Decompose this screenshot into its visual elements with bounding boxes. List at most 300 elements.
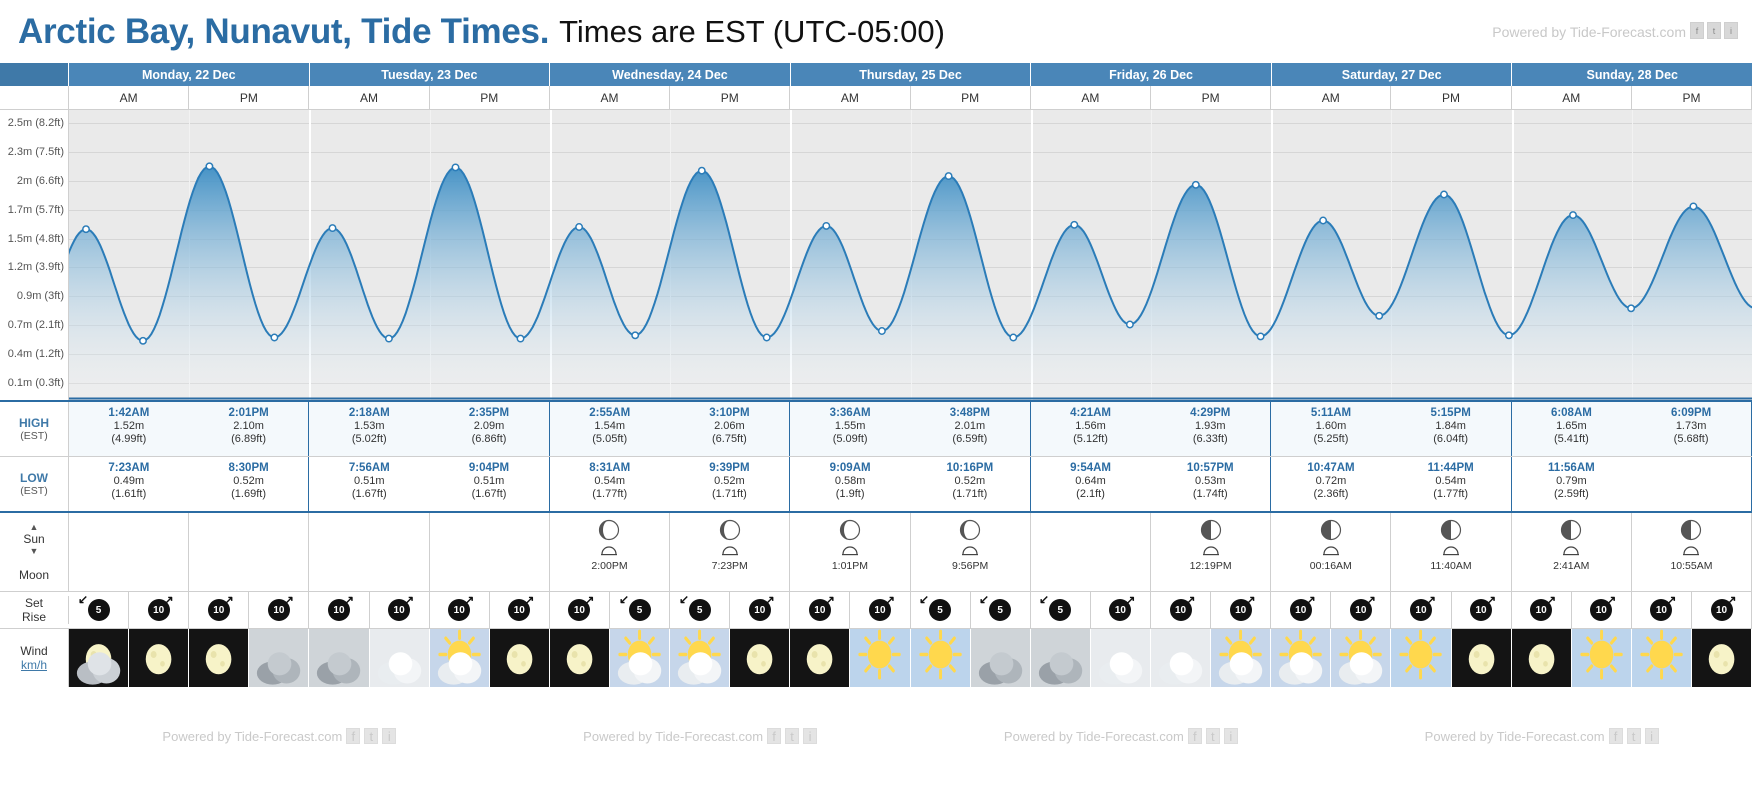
moonrise-icon: [600, 544, 618, 560]
sky-cell-1: [129, 629, 189, 687]
header-share-icons[interactable]: [1690, 22, 1738, 39]
tide-chart-y-axis: [0, 110, 69, 400]
moon-phase-icon: [598, 519, 620, 541]
day-header-5[interactable]: Saturday, 27 Dec: [1272, 63, 1513, 86]
high-tide-height-ft-1: (6.89ft): [231, 433, 266, 445]
tide-point-high-6[interactable]: [452, 164, 458, 170]
night-clear-icon: [1692, 629, 1751, 687]
high-tide-row: [0, 402, 1752, 456]
high-tide-time-2: 2:18AM: [348, 407, 390, 419]
low-tide-day-3: [790, 457, 1030, 511]
high-tide-cell-11: [1391, 402, 1511, 456]
moon-time-9: 12:19PM: [1189, 560, 1232, 572]
moon-time-4: 2:00PM: [591, 560, 628, 572]
wind-cell-26: [1632, 592, 1692, 628]
ampm-cell-3-pm: PM: [911, 86, 1031, 109]
person-icon[interactable]: i: [1645, 728, 1659, 744]
high-tide-day-2: [550, 402, 790, 456]
twitter-icon[interactable]: t: [1707, 22, 1721, 39]
sky-cell-24: [1512, 629, 1572, 687]
tide-point-high-18[interactable]: [1193, 182, 1199, 188]
moon-cell-10: [1271, 513, 1391, 591]
sky-cell-16: [1031, 629, 1091, 687]
tide-point-low-21[interactable]: [1376, 313, 1382, 319]
tide-point-low-1[interactable]: [140, 338, 146, 344]
wind-direction-arrow-icon: ↗: [979, 593, 990, 607]
wind-row: [0, 592, 1752, 628]
tide-point-high-10[interactable]: [699, 168, 705, 174]
wind-speed-badge: 10 ↗: [268, 599, 290, 621]
wind-speed-badge: 10 ↗: [1109, 599, 1131, 621]
night-clear-icon: [730, 629, 789, 687]
low-tide-height-ft-5: (1.71ft): [711, 488, 747, 500]
low-tide-height-ft-2: (1.67ft): [351, 488, 387, 500]
overcast-icon: [309, 629, 368, 687]
high-tide-height-m-12: 1.65m: [1556, 420, 1587, 432]
sky-cell-26: [1632, 629, 1692, 687]
tide-chart: [0, 110, 1752, 400]
y-axis-label-8: 0.4m (1.2ft): [7, 348, 64, 361]
sky-cell-17: [1091, 629, 1151, 687]
high-tide-height-ft-5: (6.75ft): [711, 433, 747, 445]
wind-cell-24: [1512, 592, 1572, 628]
tide-point-low-13[interactable]: [879, 328, 885, 334]
low-tide-height-ft-8: (2.1ft): [1076, 488, 1105, 500]
low-tide-height-m-5: 0.52m: [714, 475, 745, 487]
low-tide-cell-7: [910, 457, 1030, 511]
wind-speed-badge: 10 ↗: [1711, 599, 1733, 621]
sky-row: [0, 629, 1752, 687]
moon-time-5: 7:23PM: [711, 560, 748, 572]
person-icon[interactable]: i: [382, 728, 396, 744]
wind-cell-9: [610, 592, 670, 628]
sky-cell-13: [850, 629, 910, 687]
facebook-icon[interactable]: f: [1188, 728, 1202, 744]
high-tide-day-3: [790, 402, 1030, 456]
low-tide-height-m-8: 0.64m: [1075, 475, 1106, 487]
sunny-icon: [1391, 629, 1450, 687]
wind-direction-arrow-icon: ↗: [404, 593, 415, 607]
wind-direction-arrow-icon: ↗: [824, 593, 835, 607]
tide-point-low-17[interactable]: [1127, 321, 1133, 327]
high-tide-cell-13: [1631, 402, 1751, 456]
high-tide-height-m-1: 2.10m: [233, 420, 264, 432]
night-cloud-icon: [69, 629, 128, 687]
wind-speed-badge: 5 ↗: [1049, 599, 1071, 621]
tide-curve-svg: [69, 110, 1752, 400]
high-tide-cell-8: [1031, 402, 1151, 456]
high-tide-height-ft-13: (5.68ft): [1673, 433, 1709, 445]
high-tide-height-ft-8: (5.12ft): [1073, 433, 1108, 445]
wind-speed-badge: 10 ↗: [1590, 599, 1612, 621]
high-tide-time-1: 2:01PM: [228, 407, 269, 419]
high-tide-cell-6: [790, 402, 910, 456]
high-tide-day-0: [69, 402, 309, 456]
wind-unit-link[interactable]: km/h: [20, 658, 47, 672]
tide-point-high-16[interactable]: [1071, 222, 1077, 228]
high-tide-height-ft-7: (6.59ft): [952, 433, 988, 445]
twitter-icon[interactable]: t: [1627, 728, 1641, 744]
ampm-corner: [0, 86, 69, 109]
wind-cell-3: [249, 592, 309, 628]
y-axis-label-4: 1.5m (4.8ft): [7, 232, 64, 245]
low-tide-height-ft-7: (1.71ft): [952, 488, 988, 500]
high-tide-time-11: 5:15PM: [1430, 407, 1471, 419]
sun-cloud-icon: [670, 629, 729, 687]
tide-point-high-12[interactable]: [823, 223, 829, 229]
sky-cell-12: [790, 629, 850, 687]
wind-cell-17: [1091, 592, 1151, 628]
moon-time-6: 1:01PM: [831, 560, 869, 572]
ampm-cell-0-pm: PM: [189, 86, 309, 109]
day-header-4[interactable]: Friday, 26 Dec: [1031, 63, 1272, 86]
high-tide-height-m-10: 1.60m: [1315, 420, 1347, 432]
sky-cell-11: [730, 629, 790, 687]
tide-point-low-7[interactable]: [517, 335, 523, 341]
moonrise-icon: [1682, 544, 1700, 560]
high-tide-cell-2: [309, 402, 429, 456]
facebook-icon[interactable]: f: [1690, 22, 1704, 39]
cloudy-icon: [1091, 629, 1150, 687]
low-tide-cell-4: [550, 457, 670, 511]
moon-cell-11: [1391, 513, 1511, 591]
low-tide-cell-10: [1271, 457, 1391, 511]
sunny-icon: [850, 629, 909, 687]
wind-direction-arrow-icon: ↗: [1726, 593, 1737, 607]
night-clear-icon: [790, 629, 849, 687]
low-tide-height-m-12: 0.79m: [1556, 475, 1587, 487]
moon-phase-icon: [1680, 519, 1702, 541]
low-tide-day-2: [550, 457, 790, 511]
tide-point-high-22[interactable]: [1441, 191, 1447, 197]
wind-cell-13: [850, 592, 910, 628]
moonrise-icon: [1562, 544, 1580, 560]
page-header: [0, 0, 1752, 63]
person-icon[interactable]: i: [1224, 728, 1238, 744]
wind-direction-arrow-icon: ↗: [464, 593, 475, 607]
sun-cloud-icon: [430, 629, 489, 687]
low-tide-cell-9: [1150, 457, 1270, 511]
facebook-icon[interactable]: f: [767, 728, 781, 744]
ampm-cell-2-am: AM: [550, 86, 670, 109]
wind-speed-badge: 10 ↗: [869, 599, 891, 621]
low-tide-cell-6: [790, 457, 910, 511]
tide-point-high-2[interactable]: [206, 163, 212, 169]
sky-cell-10: [670, 629, 730, 687]
high-tide-day-1: [309, 402, 549, 456]
moon-cell-5: [670, 513, 790, 591]
ampm-cell-5-pm: PM: [1391, 86, 1511, 109]
high-tide-cell-1: [189, 402, 309, 456]
day-header-6[interactable]: Sunday, 28 Dec: [1512, 63, 1752, 86]
tide-area: [69, 166, 1752, 400]
footer-watermark-0: [69, 724, 490, 748]
y-axis-label-5: 1.2m (3.9ft): [7, 261, 64, 274]
wind-direction-arrow-icon: ↗: [884, 593, 896, 607]
wind-speed-badge: 5 ↗: [88, 599, 110, 621]
wind-speed-badge: 10 ↗: [208, 599, 230, 621]
high-tide-time-12: 6:08AM: [1550, 407, 1592, 419]
wind-direction-arrow-icon: ↗: [1425, 593, 1437, 607]
footer-powered-by-label: Powered by Tide-Forecast.com: [1424, 728, 1605, 744]
ampm-cell-6-pm: PM: [1632, 86, 1752, 109]
low-tide-height-ft-12: (2.59ft): [1553, 488, 1589, 500]
wind-speed-badge: 10 ↗: [508, 599, 530, 621]
night-clear-icon: [129, 629, 188, 687]
sky-cell-6: [430, 629, 490, 687]
low-tide-height-m-1: 0.52m: [233, 475, 264, 487]
tide-point-low-5[interactable]: [386, 335, 392, 341]
wind-speed-badge: 10 ↗: [1470, 599, 1492, 621]
tide-point-high-8[interactable]: [576, 224, 582, 230]
moon-cell-1: [189, 513, 309, 591]
wind-speed-badge: 5 ↗: [929, 599, 951, 621]
day-header-3[interactable]: Thursday, 25 Dec: [791, 63, 1032, 86]
powered-by-label: Powered by Tide-Forecast.com: [1492, 24, 1686, 40]
high-tide-cell-9: [1150, 402, 1270, 456]
wind-direction-arrow-icon: ↗: [1546, 593, 1557, 607]
high-tide-height-ft-11: (6.04ft): [1433, 433, 1469, 445]
wind-direction-arrow-icon: ↗: [343, 593, 355, 607]
person-icon[interactable]: i: [1724, 22, 1738, 39]
moon-time-13: 10:55AM: [1670, 560, 1713, 572]
wind-speed-badge: 10 ↗: [809, 599, 831, 621]
low-tide-label: LOW (EST): [0, 457, 69, 511]
moon-time-11: 11:40AM: [1430, 560, 1472, 572]
high-tide-height-m-0: 1.52m: [113, 420, 145, 432]
high-tide-time-13: 6:09PM: [1670, 407, 1712, 419]
wind-speed-badge: 10 ↗: [1170, 599, 1192, 621]
wind-direction-arrow-icon: ↗: [1365, 593, 1376, 607]
tide-point-low-25[interactable]: [1628, 305, 1634, 311]
facebook-icon[interactable]: f: [346, 728, 360, 744]
day-header-1[interactable]: Tuesday, 23 Dec: [310, 63, 551, 86]
high-tide-height-m-4: 1.54m: [594, 420, 625, 432]
high-tide-cell-7: [910, 402, 1030, 456]
sun-up-arrow-icon: ▲: [29, 522, 39, 532]
sky-cell-18: [1151, 629, 1211, 687]
tide-point-low-3[interactable]: [271, 334, 277, 340]
wind-speed-badge: 10 ↗: [328, 599, 350, 621]
moonrise-icon: [961, 544, 979, 560]
low-tide-height-ft-10: (2.36ft): [1313, 488, 1349, 500]
high-tide-height-ft-3: (6.86ft): [471, 433, 507, 445]
set-rise-label: Set Rise: [0, 596, 69, 624]
twitter-icon[interactable]: t: [785, 728, 799, 744]
wind-speed-badge: 10 ↗: [388, 599, 410, 621]
moon-phase-icon: [1560, 519, 1582, 541]
low-tide-cell-13: [1631, 457, 1751, 511]
high-tide-time-9: 4:29PM: [1190, 407, 1231, 419]
high-tide-height-m-3: 2.09m: [473, 420, 505, 432]
high-tide-height-ft-4: (5.05ft): [592, 433, 628, 445]
tide-point-low-9[interactable]: [632, 332, 638, 338]
wind-direction-arrow-icon: ↗: [163, 593, 174, 607]
low-tide-height-ft-3: (1.67ft): [471, 488, 507, 500]
wind-speed-badge: 10 ↗: [448, 599, 470, 621]
moonrise-icon: [841, 544, 859, 560]
footer-watermark-3: [1331, 724, 1752, 748]
sky-cell-3: [249, 629, 309, 687]
wind-direction-arrow-icon: ↗: [919, 593, 930, 607]
tide-point-low-23[interactable]: [1506, 332, 1512, 338]
y-axis-label-0: 2.5m (8.2ft): [7, 117, 64, 129]
wind-direction-arrow-icon: ↗: [283, 593, 294, 607]
wind-speed-badge: 10 ↗: [1350, 599, 1372, 621]
y-axis-label-9: 0.1m (0.3ft): [7, 377, 64, 389]
y-axis-label-1: 2.3m (7.5ft): [7, 145, 64, 158]
wind-cell-12: [790, 592, 850, 628]
low-tide-height-ft-4: (1.77ft): [592, 488, 628, 500]
day-header-0[interactable]: Monday, 22 Dec: [69, 63, 310, 86]
low-tide-day-1: [309, 457, 549, 511]
cloudy-icon: [1151, 629, 1210, 687]
wind-cell-19: [1211, 592, 1271, 628]
moon-cell-4: [550, 513, 670, 591]
moon-phase-icon: [959, 519, 981, 541]
tide-point-high-4[interactable]: [329, 225, 335, 231]
high-tide-time-6: 3:36AM: [829, 407, 871, 419]
y-axis-label-7: 0.7m (2.1ft): [7, 319, 64, 332]
wind-speed-badge: 10 ↗: [1530, 599, 1552, 621]
high-tide-time-7: 3:48PM: [949, 407, 990, 419]
y-axis-label-3: 1.7m (5.7ft): [7, 203, 64, 216]
low-tide-height-m-11: 0.54m: [1435, 475, 1466, 487]
high-tide-time-5: 3:10PM: [709, 407, 750, 419]
low-tide-time-12: 11:56AM: [1548, 462, 1595, 474]
twitter-icon[interactable]: t: [364, 728, 378, 744]
wind-cell-11: [730, 592, 790, 628]
tide-point-high-26[interactable]: [1690, 203, 1696, 209]
low-tide-height-m-2: 0.51m: [353, 475, 385, 487]
low-tide-height-ft-11: (1.77ft): [1433, 488, 1469, 500]
sunny-icon: [1632, 629, 1691, 687]
low-tide-day-0: [69, 457, 309, 511]
sky-cell-21: [1331, 629, 1391, 687]
low-tide-time-9: 10:57PM: [1186, 462, 1234, 474]
low-tide-cell-8: [1031, 457, 1151, 511]
low-tide-height-ft-6: (1.9ft): [835, 488, 865, 500]
wind-cell-6: [430, 592, 490, 628]
wind-direction-arrow-icon: ↗: [77, 593, 88, 607]
wind-cell-23: [1452, 592, 1512, 628]
high-tide-day-5: [1271, 402, 1511, 456]
high-tide-height-ft-10: (5.25ft): [1313, 433, 1349, 445]
tide-point-low-11[interactable]: [764, 334, 770, 340]
low-tide-time-4: 8:31AM: [589, 462, 631, 474]
wind-speed-badge: 5 ↗: [629, 599, 651, 621]
tide-point-high-14[interactable]: [945, 173, 951, 179]
sky-cell-2: [189, 629, 249, 687]
high-tide-height-ft-6: (5.09ft): [832, 433, 868, 445]
low-tide-height-m-6: 0.58m: [834, 475, 866, 487]
ampm-cell-5-am: AM: [1271, 86, 1391, 109]
low-tide-height-m-4: 0.54m: [594, 475, 625, 487]
sun-cloud-icon: [1271, 629, 1330, 687]
wind-speed-badge: 10 ↗: [568, 599, 590, 621]
tide-point-high-0[interactable]: [83, 226, 89, 232]
high-tide-label: HIGH (EST): [0, 402, 69, 456]
overcast-icon: [249, 629, 308, 687]
moon-phase-icon: [1320, 519, 1342, 541]
low-tide-row: [0, 457, 1752, 511]
high-tide-height-m-7: 2.01m: [954, 420, 986, 432]
high-tide-height-m-8: 1.56m: [1075, 420, 1106, 432]
moon-cell-3: [430, 513, 550, 591]
wind-cell-21: [1331, 592, 1391, 628]
day-header-2[interactable]: Wednesday, 24 Dec: [550, 63, 791, 86]
sky-cell-5: [370, 629, 430, 687]
tide-point-high-24[interactable]: [1570, 212, 1576, 218]
wind-direction-arrow-icon: ↗: [1305, 593, 1316, 607]
high-tide-cell-3: [429, 402, 549, 456]
moon-cell-6: [790, 513, 910, 591]
high-tide-height-ft-2: (5.02ft): [351, 433, 387, 445]
high-tide-height-m-5: 2.06m: [714, 420, 745, 432]
moon-phase-icon: [719, 519, 741, 541]
low-tide-height-ft-1: (1.69ft): [231, 488, 266, 500]
moon-time-7: 9:56PM: [952, 560, 989, 572]
wind-direction-arrow-icon: ↗: [1125, 593, 1136, 607]
sunny-icon: [1572, 629, 1631, 687]
low-tide-time-5: 9:39PM: [709, 462, 750, 474]
footer-powered-by-label: Powered by Tide-Forecast.com: [583, 728, 764, 744]
footer-watermark-1: [490, 724, 911, 748]
facebook-icon[interactable]: f: [1609, 728, 1623, 744]
sun-cloud-icon: [1211, 629, 1270, 687]
daybar-corner: [0, 63, 69, 86]
moon-time-12: 2:41AM: [1553, 560, 1590, 572]
ampm-cell-4-am: AM: [1031, 86, 1151, 109]
high-tide-cell-5: [670, 402, 790, 456]
tide-point-low-15[interactable]: [1010, 334, 1016, 340]
high-tide-time-0: 1:42AM: [108, 407, 150, 419]
high-tide-cell-10: [1271, 402, 1391, 456]
wind-direction-arrow-icon: ↗: [1039, 593, 1050, 607]
wind-speed-badge: 10 ↗: [1230, 599, 1252, 621]
sky-cell-8: [550, 629, 610, 687]
page-title: Arctic Bay, Nunavut, Tide Times.: [18, 11, 550, 51]
high-tide-time-8: 4:21AM: [1070, 407, 1111, 419]
wind-cell-25: [1572, 592, 1632, 628]
sky-cell-20: [1271, 629, 1331, 687]
wind-label: Wind km/h: [0, 629, 69, 687]
footer-watermark-2: [911, 724, 1332, 748]
high-tide-height-m-6: 1.55m: [834, 420, 866, 432]
sky-cell-22: [1391, 629, 1451, 687]
low-tide-height-m-10: 0.72m: [1315, 475, 1347, 487]
person-icon[interactable]: i: [803, 728, 817, 744]
wind-cell-16: [1031, 592, 1091, 628]
overcast-icon: [971, 629, 1030, 687]
wind-direction-arrow-icon: ↗: [678, 593, 689, 607]
low-tide-day-4: [1031, 457, 1271, 511]
sunny-icon: [911, 629, 970, 687]
footer: [0, 724, 1752, 787]
ampm-cell-6-am: AM: [1512, 86, 1632, 109]
low-tide-height-m-7: 0.52m: [954, 475, 986, 487]
wind-speed-badge: 10 ↗: [1650, 599, 1672, 621]
high-tide-cell-12: [1512, 402, 1632, 456]
sky-cell-15: [971, 629, 1031, 687]
night-clear-icon: [1512, 629, 1571, 687]
ampm-cell-4-pm: PM: [1151, 86, 1271, 109]
twitter-icon[interactable]: t: [1206, 728, 1220, 744]
tide-point-low-19[interactable]: [1257, 333, 1263, 339]
low-tide-cell-0: [69, 457, 189, 511]
tide-point-high-20[interactable]: [1320, 217, 1326, 223]
high-tide-height-ft-0: (4.99ft): [111, 433, 147, 445]
